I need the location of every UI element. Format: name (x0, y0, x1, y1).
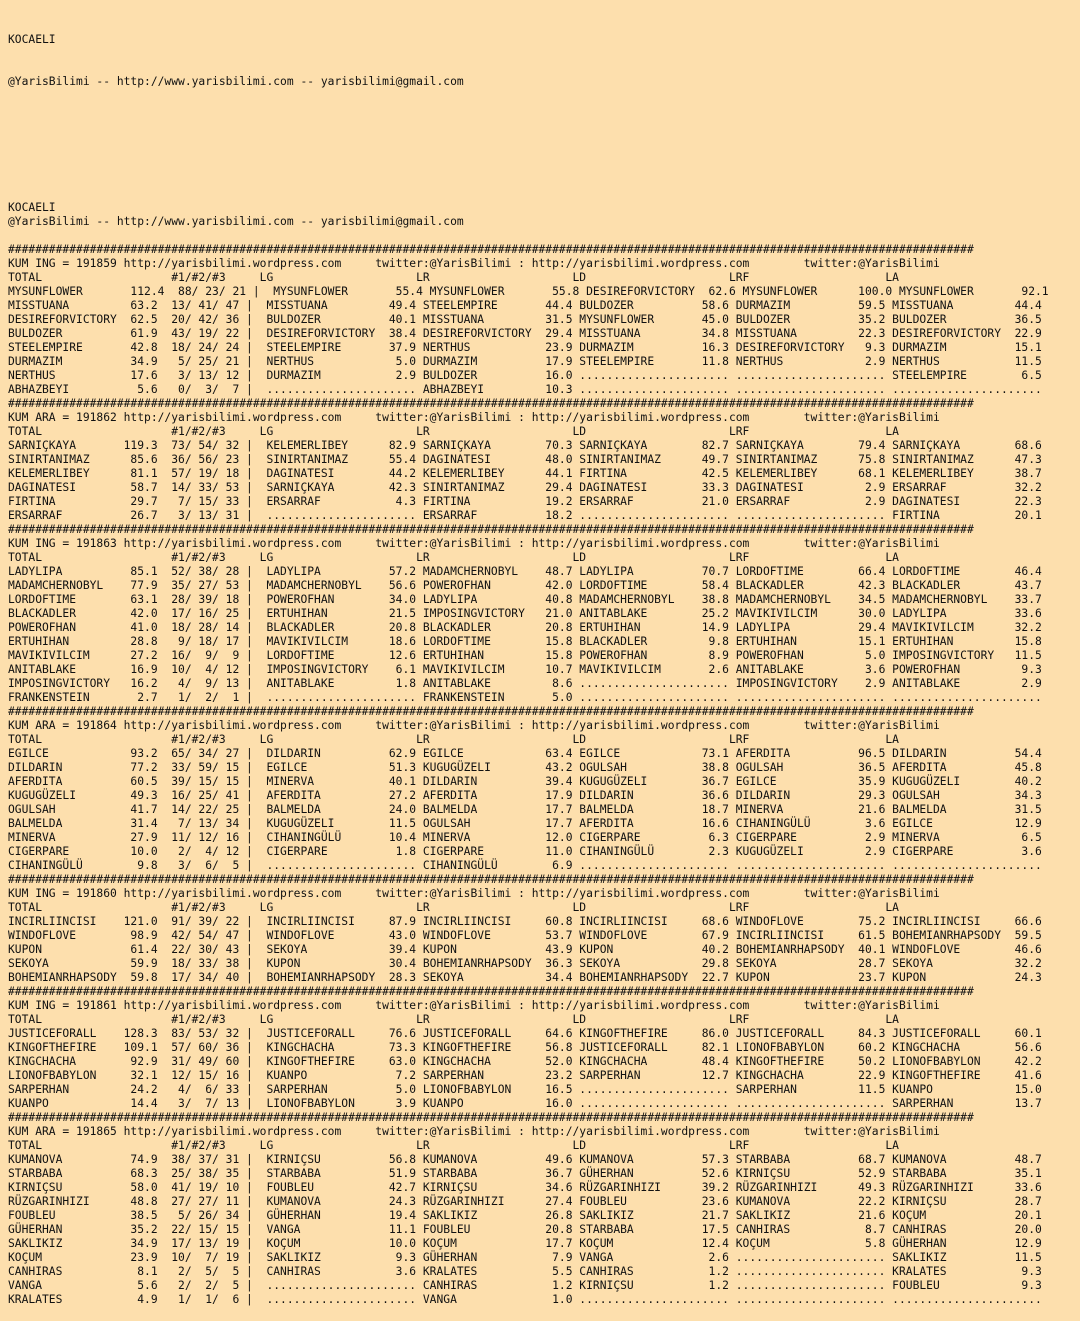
header-contact: @YarisBilimi -- http://www.yarisbilimi.com -- yarisbilimi@gmail.com (8, 75, 464, 88)
blank-line (8, 159, 1080, 173)
ranking-row: BULDOZER 61.9 43/ 19/ 22 | DESIREFORVICTORY 38.4 DESIREFORVICTORY 29.4 MISSTUANA 34.8 MISSTUANA 22.3 DESIREFORVICTORY 22.9 (8, 327, 1042, 340)
column-header-row: TOTAL #1/#2/#3 LG LR LD LRF LA (8, 1013, 899, 1026)
race-header: KUM ING = 191861 http://yarisbilimi.wordpress.com twitter:@YarisBilimi : http://yarisbilimi.wordpress.com twitter:@YarisBilimi (8, 999, 940, 1012)
section-separator: ############################################################################################################################################## (8, 985, 974, 998)
ranking-row: GÜHERHAN 35.2 22/ 15/ 15 | VANGA 11.1 FOUBLEU 20.8 STARBABA 17.5 CANHIRAS 8.7 CANHIRAS 20.0 (8, 1223, 1042, 1236)
report-title-line: KOCAELI (8, 201, 56, 214)
section-separator: ############################################################################################################################################## (8, 243, 974, 256)
ranking-row: CANHIRAS 8.1 2/ 5/ 5 | CANHIRAS 3.6 KRALATES 5.5 CANHIRAS 1.2 ...................... KRALATES 9.3 (8, 1265, 1042, 1278)
ranking-row: ERTUHIHAN 28.8 9/ 18/ 17 | MAVIKIVILCIM 18.6 LORDOFTIME 15.8 BLACKADLER 9.8 ERTUHIHAN 15.1 ERTUHIHAN 15.8 (8, 635, 1042, 648)
ranking-row: SAKLIKIZ 34.9 17/ 13/ 19 | KOÇUM 10.0 KOÇUM 17.7 KOÇUM 12.4 KOÇUM 5.8 GÜHERHAN 12.9 (8, 1237, 1042, 1250)
ranking-row: STARBABA 68.3 25/ 38/ 35 | STARBABA 51.9 STARBABA 36.7 GÜHERHAN 52.6 KIRNIÇSU 52.9 STARBABA 35.1 (8, 1167, 1042, 1180)
ranking-row: DILDARIN 77.2 33/ 59/ 15 | EGILCE 51.3 KUGUGÜZELI 43.2 OGULSAH 38.8 OGULSAH 36.5 AFERDITA 45.8 (8, 761, 1042, 774)
ranking-row: SARNIÇKAYA 119.3 73/ 54/ 32 | KELEMERLIBEY 82.9 SARNIÇKAYA 70.3 SARNIÇKAYA 82.7 SARNIÇKAYA 79.4 SARNIÇKAYA 68.6 (8, 439, 1042, 452)
ranking-row: CIHANINGÜLÜ 9.8 3/ 6/ 5 | ...................... CIHANINGÜLÜ 6.9 ...................... ...................... ...................... (8, 859, 1042, 872)
ranking-row: KINGOFTHEFIRE 109.1 57/ 60/ 36 | KINGCHACHA 73.3 KINGOFTHEFIRE 56.8 JUSTICEFORALL 82.1 LIONOFBABYLON 60.2 KINGCHACHA 56.6 (8, 1041, 1042, 1054)
blank-line (8, 117, 1080, 131)
ranking-row: JUSTICEFORALL 128.3 83/ 53/ 32 | JUSTICEFORALL 76.6 JUSTICEFORALL 64.6 KINGOFTHEFIRE 86.0 JUSTICEFORALL 84.3 JUSTICEFORALL 60.1 (8, 1027, 1042, 1040)
report-body (8, 201, 1080, 1307)
ranking-row: MISSTUANA 63.2 13/ 41/ 47 | MISSTUANA 49.4 STEELEMPIRE 44.4 BULDOZER 58.6 DURMAZIM 59.5 MISSTUANA 44.4 (8, 299, 1042, 312)
ranking-row: KIRNIÇSU 58.0 41/ 19/ 10 | FOUBLEU 42.7 KIRNIÇSU 34.6 RÜZGARINHIZI 39.2 RÜZGARINHIZI 49.3 RÜZGARINHIZI 33.6 (8, 1181, 1042, 1194)
ranking-row: STEELEMPIRE 42.8 18/ 24/ 24 | STEELEMPIRE 37.9 NERTHUS 23.9 DURMAZIM 16.3 DESIREFORVICTORY 9.3 DURMAZIM 15.1 (8, 341, 1042, 354)
ranking-row: KOÇUM 23.9 10/ 7/ 19 | SAKLIKIZ 9.3 GÜHERHAN 7.9 VANGA 2.6 ...................... SAKLIKIZ 11.5 (8, 1251, 1042, 1264)
ranking-row: KUGUGÜZELI 49.3 16/ 25/ 41 | AFERDITA 27.2 AFERDITA 17.9 DILDARIN 36.6 DILDARIN 29.3 OGULSAH 34.3 (8, 789, 1042, 802)
column-header-row: TOTAL #1/#2/#3 LG LR LD LRF LA (8, 271, 899, 284)
ranking-row: MINERVA 27.9 11/ 12/ 16 | CIHANINGÜLÜ 10.4 MINERVA 12.0 CIGERPARE 6.3 CIGERPARE 2.9 MINERVA 6.5 (8, 831, 1042, 844)
ranking-row: AFERDITA 60.5 39/ 15/ 15 | MINERVA 40.1 DILDARIN 39.4 KUGUGÜZELI 36.7 EGILCE 35.9 KUGUGÜZELI 40.2 (8, 775, 1042, 788)
race-header: KUM ING = 191859 http://yarisbilimi.wordpress.com twitter:@YarisBilimi : http://yarisbilimi.wordpress.com twitter:@YarisBilimi (8, 257, 940, 270)
race-header: KUM ARA = 191862 http://yarisbilimi.wordpress.com twitter:@YarisBilimi : http://yarisbilimi.wordpress.com twitter:@YarisBilimi (8, 411, 940, 424)
ranking-row: KINGCHACHA 92.9 31/ 49/ 60 | KINGOFTHEFIRE 63.0 KINGCHACHA 52.0 KINGCHACHA 48.4 KINGOFTHEFIRE 50.2 LIONOFBABYLON 42.2 (8, 1055, 1042, 1068)
ranking-row: ERSARRAF 26.7 3/ 13/ 31 | ...................... ERSARRAF 18.2 ...................... ...................... FIRTINA 20.1 (8, 509, 1042, 522)
ranking-row: DAGINATESI 58.7 14/ 33/ 53 | SARNIÇKAYA 42.3 SINIRTANIMAZ 29.4 DAGINATESI 33.3 DAGINATESI 2.9 ERSARRAF 32.2 (8, 481, 1042, 494)
header-title: KOCAELI (8, 33, 56, 46)
section-separator: ############################################################################################################################################## (8, 1111, 974, 1124)
column-header-row: TOTAL #1/#2/#3 LG LR LD LRF LA (8, 425, 899, 438)
ranking-row: RÜZGARINHIZI 48.8 27/ 27/ 11 | KUMANOVA 24.3 RÜZGARINHIZI 27.4 FOUBLEU 23.6 KUMANOVA 22.2 KIRNIÇSU 28.7 (8, 1195, 1042, 1208)
ranking-row: MADAMCHERNOBYL 77.9 35/ 27/ 53 | MADAMCHERNOBYL 56.6 POWEROFHAN 42.0 LORDOFTIME 58.4 BLACKADLER 42.3 BLACKADLER 43.7 (8, 579, 1042, 592)
ranking-row: MYSUNFLOWER 112.4 88/ 23/ 21 | MYSUNFLOWER 55.4 MYSUNFLOWER 55.8 DESIREFORVICTORY 62.6 MYSUNFLOWER 100.0 MYSUNFLOWER 92.1 (8, 285, 1049, 298)
ranking-row: KELEMERLIBEY 81.1 57/ 19/ 18 | DAGINATESI 44.2 KELEMERLIBEY 44.1 FIRTINA 42.5 KELEMERLIBEY 68.1 KELEMERLIBEY 38.7 (8, 467, 1042, 480)
race-header: KUM ARA = 191865 http://yarisbilimi.wordpress.com twitter:@YarisBilimi : http://yarisbilimi.wordpress.com twitter:@YarisBilimi (8, 1125, 940, 1138)
ranking-row: KUANPO 14.4 3/ 7/ 13 | LIONOFBABYLON 3.9 KUANPO 16.0 ...................... ...................... SARPERHAN 13.7 (8, 1097, 1042, 1110)
ranking-row: SEKOYA 59.9 18/ 33/ 38 | KUPON 30.4 BOHEMIANRHAPSODY 36.3 SEKOYA 29.8 SEKOYA 28.7 SEKOYA 32.2 (8, 957, 1042, 970)
ranking-row: NERTHUS 17.6 3/ 13/ 12 | DURMAZIM 2.9 BULDOZER 16.0 ...................... ...................... STEELEMPIRE 6.5 (8, 369, 1042, 382)
ranking-row: FOUBLEU 38.5 5/ 26/ 34 | GÜHERHAN 19.4 SAKLIKIZ 26.8 SAKLIKIZ 21.7 SAKLIKIZ 21.6 KOÇUM 20.1 (8, 1209, 1042, 1222)
ranking-row: VANGA 5.6 2/ 2/ 5 | ...................... CANHIRAS 1.2 KIRNIÇSU 1.2 ...................... FOUBLEU 9.3 (8, 1279, 1042, 1292)
section-separator: ############################################################################################################################################## (8, 705, 974, 718)
ranking-row: OGULSAH 41.7 14/ 22/ 25 | BALMELDA 24.0 BALMELDA 17.7 BALMELDA 18.7 MINERVA 21.6 BALMELDA 31.5 (8, 803, 1042, 816)
race-header: KUM ING = 191860 http://yarisbilimi.wordpress.com twitter:@YarisBilimi : http://yarisbilimi.wordpress.com twitter:@YarisBilimi (8, 887, 940, 900)
ranking-row: BLACKADLER 42.0 17/ 16/ 25 | ERTUHIHAN 21.5 IMPOSINGVICTORY 21.0 ANITABLAKE 25.2 MAVIKIVILCIM 30.0 LADYLIPA 33.6 (8, 607, 1042, 620)
ranking-row: ABHAZBEYI 5.6 0/ 3/ 7 | ...................... ABHAZBEYI 10.3 ...................... ...................... ...................... (8, 383, 1042, 396)
ranking-row: EGILCE 93.2 65/ 34/ 27 | DILDARIN 62.9 EGILCE 63.4 EGILCE 73.1 AFERDITA 96.5 DILDARIN 54.4 (8, 747, 1042, 760)
ranking-row: DURMAZIM 34.9 5/ 25/ 21 | NERTHUS 5.0 DURMAZIM 17.9 STEELEMPIRE 11.8 NERTHUS 2.9 NERTHUS 11.5 (8, 355, 1042, 368)
ranking-row: FIRTINA 29.7 7/ 15/ 33 | ERSARRAF 4.3 FIRTINA 19.2 ERSARRAF 21.0 ERSARRAF 2.9 DAGINATESI 22.3 (8, 495, 1042, 508)
ranking-row: LIONOFBABYLON 32.1 12/ 15/ 16 | KUANPO 7.2 SARPERHAN 23.2 SARPERHAN 12.7 KINGCHACHA 22.9 KINGOFTHEFIRE 41.6 (8, 1069, 1042, 1082)
ranking-row: SINIRTANIMAZ 85.6 36/ 56/ 23 | SINIRTANIMAZ 55.4 DAGINATESI 48.0 SINIRTANIMAZ 49.7 SINIRTANIMAZ 75.8 SINIRTANIMAZ 47.3 (8, 453, 1042, 466)
section-separator: ############################################################################################################################################## (8, 873, 974, 886)
ranking-row: BALMELDA 31.4 7/ 13/ 34 | KUGUGÜZELI 11.5 OGULSAH 17.7 AFERDITA 16.6 CIHANINGÜLÜ 3.6 EGILCE 12.9 (8, 817, 1042, 830)
ranking-row: ANITABLAKE 16.9 10/ 4/ 12 | IMPOSINGVICTORY 6.1 MAVIKIVILCIM 10.7 MAVIKIVILCIM 2.6 ANITABLAKE 3.6 POWEROFHAN 9.3 (8, 663, 1042, 676)
ranking-row: WINDOFLOVE 98.9 42/ 54/ 47 | WINDOFLOVE 43.0 WINDOFLOVE 53.7 WINDOFLOVE 67.9 INCIRLIINCISI 61.5 BOHEMIANRHAPSODY 59.5 (8, 929, 1042, 942)
race-header: KUM ING = 191863 http://yarisbilimi.wordpress.com twitter:@YarisBilimi : http://yarisbilimi.wordpress.com twitter:@YarisBilimi (8, 537, 940, 550)
report-title-line: @YarisBilimi -- http://www.yarisbilimi.com -- yarisbilimi@gmail.com (8, 215, 464, 228)
ranking-row: KUPON 61.4 22/ 30/ 43 | SEKOYA 39.4 KUPON 43.9 KUPON 40.2 BOHEMIANRHAPSODY 40.1 WINDOFLOVE 46.6 (8, 943, 1042, 956)
column-header-row: TOTAL #1/#2/#3 LG LR LD LRF LA (8, 1139, 899, 1152)
ranking-row: FRANKENSTEIN 2.7 1/ 2/ 1 | ...................... FRANKENSTEIN 5.0 ...................... ...................... ...................... (8, 691, 1042, 704)
section-separator: ############################################################################################################################################## (8, 523, 974, 536)
ranking-row: BOHEMIANRHAPSODY 59.8 17/ 34/ 40 | BOHEMIANRHAPSODY 28.3 SEKOYA 34.4 BOHEMIANRHAPSODY 22.7 KUPON 23.7 KUPON 24.3 (8, 971, 1042, 984)
ranking-row: DESIREFORVICTORY 62.5 20/ 42/ 36 | BULDOZER 40.1 MISSTUANA 31.5 MYSUNFLOWER 45.0 BULDOZER 35.2 BULDOZER 36.5 (8, 313, 1042, 326)
section-separator: ############################################################################################################################################## (8, 397, 974, 410)
ranking-row: KRALATES 4.9 1/ 1/ 6 | ...................... VANGA 1.0 ...................... ...................... ...................... (8, 1293, 1042, 1306)
ranking-row: IMPOSINGVICTORY 16.2 4/ 9/ 13 | ANITABLAKE 1.8 ANITABLAKE 8.6 ...................... IMPOSINGVICTORY 2.9 ANITABLAKE 2.9 (8, 677, 1042, 690)
ranking-row: POWEROFHAN 41.0 18/ 28/ 14 | BLACKADLER 20.8 BLACKADLER 20.8 ERTUHIHAN 14.9 LADYLIPA 29.4 MAVIKIVILCIM 32.2 (8, 621, 1042, 634)
ranking-row: CIGERPARE 10.0 2/ 4/ 12 | CIGERPARE 1.8 CIGERPARE 11.0 CIHANINGÜLÜ 2.3 KUGUGÜZELI 2.9 CIGERPARE 3.6 (8, 845, 1042, 858)
race-header: KUM ARA = 191864 http://yarisbilimi.wordpress.com twitter:@YarisBilimi : http://yarisbilimi.wordpress.com twitter:@YarisBilimi (8, 719, 940, 732)
ranking-row: MAVIKIVILCIM 27.2 16/ 9/ 9 | LORDOFTIME 12.6 ERTUHIHAN 15.8 POWEROFHAN 8.9 POWEROFHAN 5.0 IMPOSINGVICTORY 11.5 (8, 649, 1042, 662)
column-header-row: TOTAL #1/#2/#3 LG LR LD LRF LA (8, 901, 899, 914)
ranking-row: SARPERHAN 24.2 4/ 6/ 33 | SARPERHAN 5.0 LIONOFBABYLON 16.5 ...................... SARPERHAN 11.5 KUANPO 15.0 (8, 1083, 1042, 1096)
blank-line (8, 229, 1080, 243)
ranking-row: LORDOFTIME 63.1 28/ 39/ 18 | POWEROFHAN 34.0 LADYLIPA 40.8 MADAMCHERNOBYL 38.8 MADAMCHERNOBYL 34.5 MADAMCHERNOBYL 33.7 (8, 593, 1042, 606)
ranking-row: KUMANOVA 74.9 38/ 37/ 31 | KIRNIÇSU 56.8 KUMANOVA 49.6 KUMANOVA 57.3 STARBABA 68.7 KUMANOVA 48.7 (8, 1153, 1042, 1166)
column-header-row: TOTAL #1/#2/#3 LG LR LD LRF LA (8, 551, 899, 564)
column-header-row: TOTAL #1/#2/#3 LG LR LD LRF LA (8, 733, 899, 746)
ranking-row: INCIRLIINCISI 121.0 91/ 39/ 22 | INCIRLIINCISI 87.9 INCIRLIINCISI 60.8 INCIRLIINCISI 68.6 WINDOFLOVE 75.2 INCIRLIINCISI 66.6 (8, 915, 1042, 928)
ranking-row: LADYLIPA 85.1 52/ 38/ 28 | LADYLIPA 57.2 MADAMCHERNOBYL 48.7 LADYLIPA 70.7 LORDOFTIME 66.4 LORDOFTIME 46.4 (8, 565, 1042, 578)
